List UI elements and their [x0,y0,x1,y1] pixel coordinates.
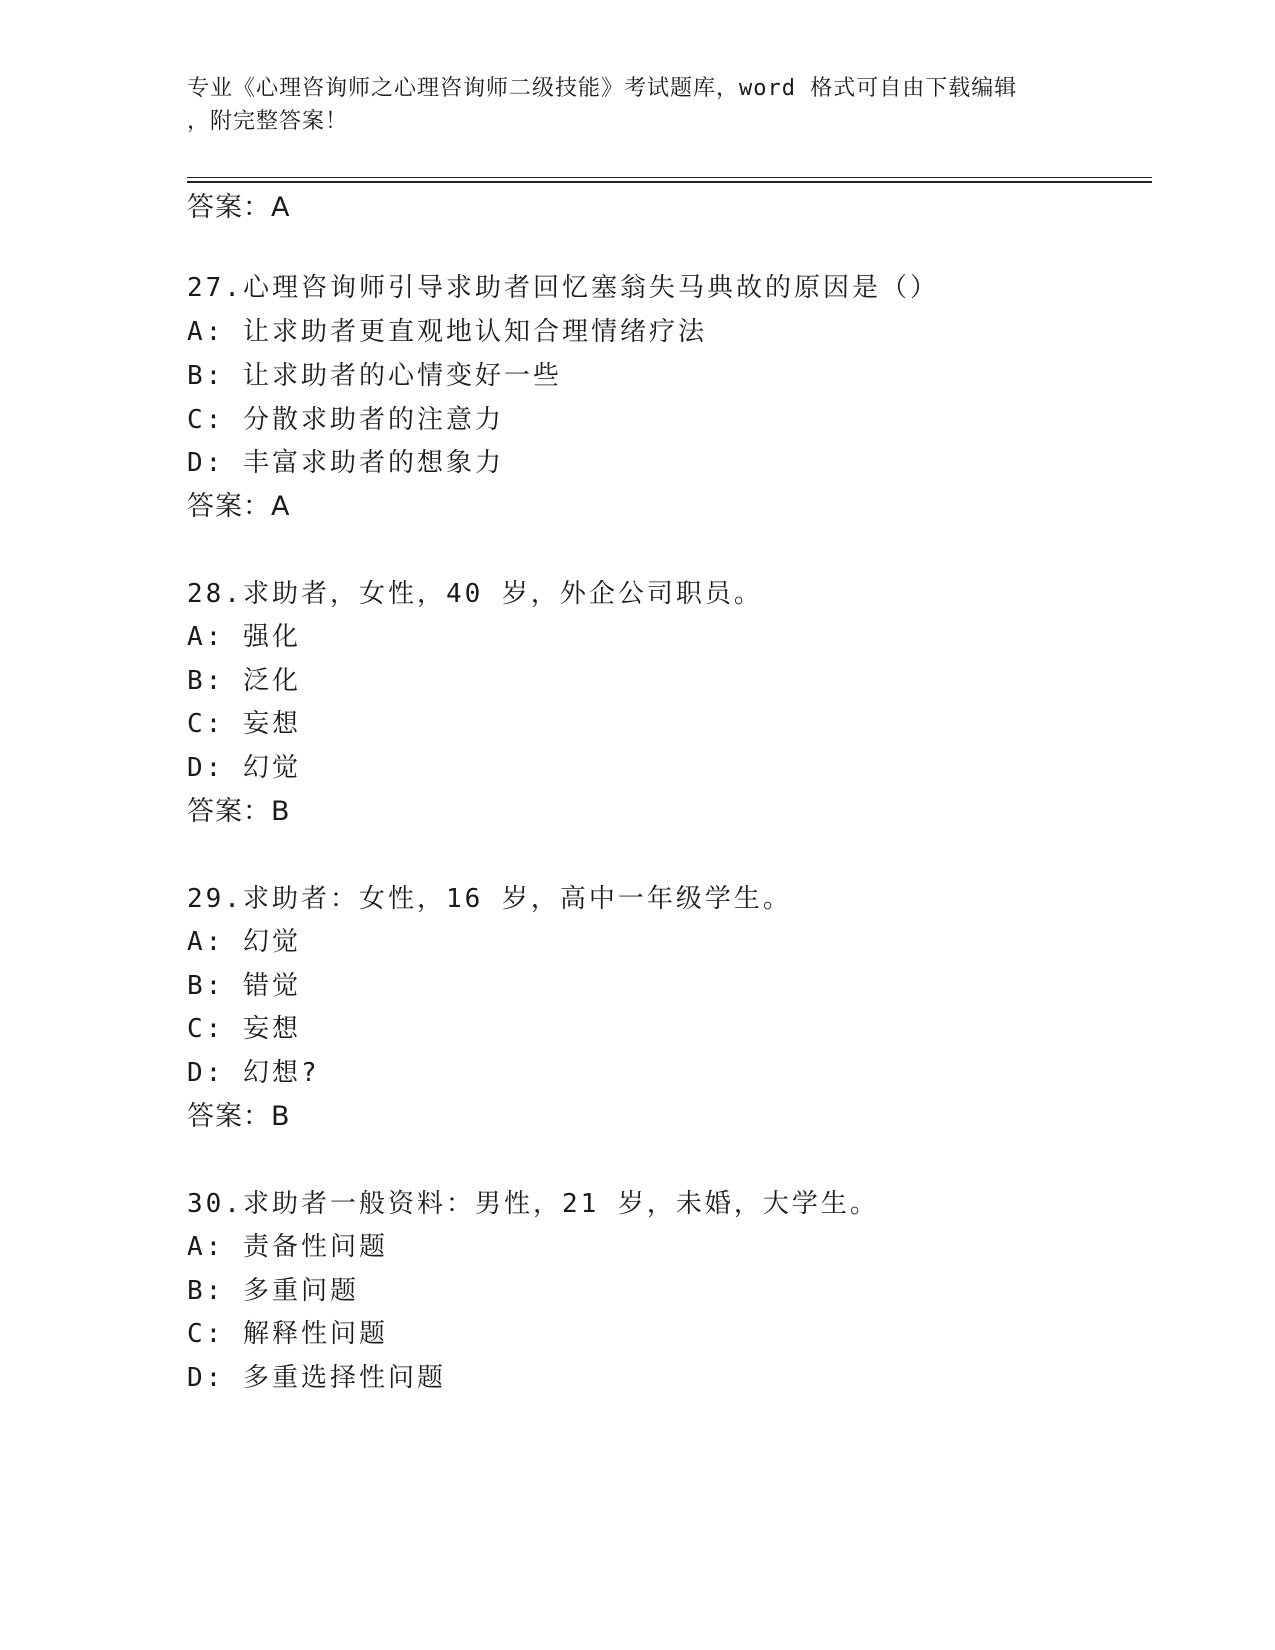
header-line-2: ，附完整答案！ [187,109,349,134]
question-27-answer: 答案：A [187,491,291,522]
question-27-option-d: D: 丰富求助者的想象力 [187,448,504,478]
question-27-option-a: A: 让求助者更直观地认知合理情绪疗法 [187,317,707,347]
question-28-option-d: D: 幻觉 [187,753,301,783]
question-29-answer: 答案：B [187,1101,291,1132]
header-rule-thin [187,177,1152,178]
question-28-option-c: C: 妄想 [187,709,301,739]
question-27-option-b: B: 让求助者的心情变好一些 [187,361,562,391]
question-27-stem: 27.心理咨询师引导求助者回忆塞翁失马典故的原因是（） [187,273,939,303]
question-29-option-d: D: 幻想? [187,1058,320,1088]
header-line-1: 专业《心理咨询师之心理咨询师二级技能》考试题库，word 格式可自由下载编辑 [187,76,1018,101]
header-rule-thick [187,181,1152,183]
question-30-option-a: A: 责备性问题 [187,1232,388,1262]
document-header [187,72,1067,138]
question-29-option-c: C: 妄想 [187,1014,301,1044]
question-28-option-a: A: 强化 [187,622,301,652]
question-30-option-d: D: 多重选择性问题 [187,1363,446,1393]
question-28-option-b: B: 泛化 [187,666,301,696]
question-28-answer: 答案：B [187,796,291,827]
question-29-option-a: A: 幻觉 [187,927,301,957]
question-30-option-c: C: 解释性问题 [187,1319,388,1349]
question-29-stem: 29.求助者：女性，16 岁，高中一年级学生。 [187,884,792,914]
question-28-stem: 28.求助者，女性，40 岁，外企公司职员。 [187,579,763,609]
question-29-option-b: B: 错觉 [187,971,301,1001]
question-27-option-c: C: 分散求助者的注意力 [187,405,504,435]
previous-answer: 答案：A [187,192,291,223]
question-30-option-b: B: 多重问题 [187,1276,359,1306]
question-30-stem: 30.求助者一般资料：男性，21 岁，未婚，大学生。 [187,1189,879,1219]
